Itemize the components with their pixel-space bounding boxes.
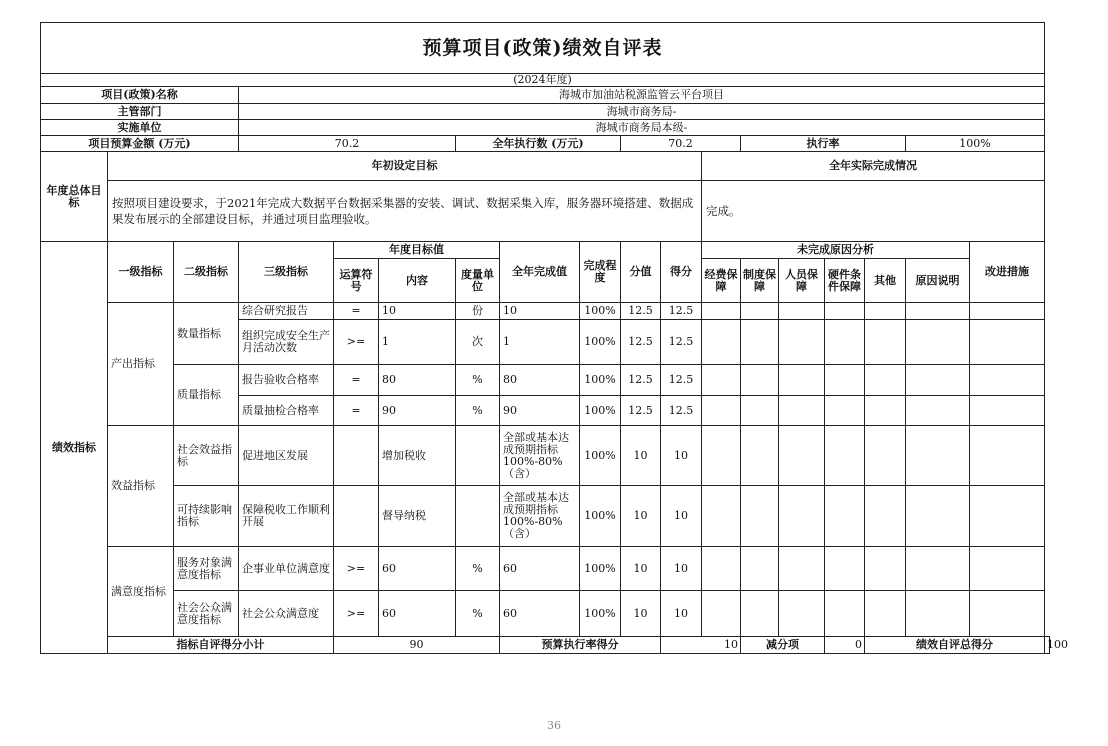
perf-section-label: 绩效指标 xyxy=(41,242,108,654)
project-name-label: 项目(政策)名称 xyxy=(41,87,239,104)
row-content: 60 xyxy=(379,547,456,591)
row-op: = xyxy=(334,303,379,320)
page-number: 36 xyxy=(547,719,561,732)
header-l2: 二级指标 xyxy=(174,242,239,303)
self-evaluation-sheet xyxy=(40,22,1069,655)
row-got: 12.5 xyxy=(661,320,702,365)
group-benefit: 效益指标 xyxy=(108,426,174,547)
group-sustain: 可持续影响指标 xyxy=(174,486,239,547)
row-op xyxy=(334,486,379,547)
initial-goal-text: 按照项目建设要求，于2021年完成大数据平台数据采集器的安装、调试、数据采集入库，服务器环境搭建、数据成果发布展示的全部建设目标，并通过项目监理验收。 xyxy=(108,181,702,242)
row-degree: 100% xyxy=(580,396,621,426)
group-social: 社会效益指标 xyxy=(174,426,239,486)
row-unit: % xyxy=(456,547,500,591)
row-unit: % xyxy=(456,591,500,637)
row-full-year: 60 xyxy=(500,591,580,637)
group-service-obj: 服务对象满意度指标 xyxy=(174,547,239,591)
table-row xyxy=(41,303,1050,320)
row-degree: 100% xyxy=(580,426,621,486)
rate-value: 100% xyxy=(906,136,1045,152)
row-unit: 次 xyxy=(456,320,500,365)
row-unit: % xyxy=(456,396,500,426)
row-got: 10 xyxy=(661,591,702,637)
budget-label: 项目预算金额 (万元) xyxy=(41,136,239,152)
subtotal-label: 指标自评得分小计 xyxy=(108,637,334,654)
unit-value: 海城市商务局本级- xyxy=(239,120,1045,136)
row-score: 12.5 xyxy=(621,320,661,365)
goal-section-label: 年度总体目标 xyxy=(41,152,108,242)
subtotal-value: 90 xyxy=(334,637,500,654)
total-value: 100 xyxy=(1045,637,1050,654)
header-full-year: 全年完成值 xyxy=(500,242,580,303)
row-degree: 100% xyxy=(580,486,621,547)
row-degree: 100% xyxy=(580,591,621,637)
header-got: 得分 xyxy=(661,242,702,303)
header-content: 内容 xyxy=(379,259,456,303)
exec-label: 全年执行数 (万元) xyxy=(456,136,621,152)
header-l1: 一级指标 xyxy=(108,242,174,303)
row-got: 10 xyxy=(661,486,702,547)
row-full-year: 1 xyxy=(500,320,580,365)
row-content: 10 xyxy=(379,303,456,320)
table-row xyxy=(41,547,1050,591)
row-l3: 综合研究报告 xyxy=(239,303,334,320)
budget-value: 70.2 xyxy=(239,136,456,152)
group-satisfaction: 满意度指标 xyxy=(108,547,174,637)
row-l3: 企事业单位满意度 xyxy=(239,547,334,591)
row-l3: 质量抽检合格率 xyxy=(239,396,334,426)
row-op: >= xyxy=(334,547,379,591)
row-score: 12.5 xyxy=(621,303,661,320)
header-reason-group: 未完成原因分析 xyxy=(702,242,970,259)
rate-label: 执行率 xyxy=(741,136,906,152)
row-full-year: 10 xyxy=(500,303,580,320)
header-score: 分值 xyxy=(621,242,661,303)
group-quality: 质量指标 xyxy=(174,365,239,426)
header-op: 运算符号 xyxy=(334,259,379,303)
header-l3: 三级指标 xyxy=(239,242,334,303)
row-score: 10 xyxy=(621,486,661,547)
header-unit: 度量单位 xyxy=(456,259,500,303)
row-full-year: 90 xyxy=(500,396,580,426)
dept-value: 海城市商务局- xyxy=(239,104,1045,120)
row-degree: 100% xyxy=(580,320,621,365)
row-full-year: 全部或基本达成预期指标100%-80%（含） xyxy=(500,426,580,486)
total-label: 绩效自评总得分 xyxy=(865,637,1045,654)
row-degree: 100% xyxy=(580,547,621,591)
row-full-year: 60 xyxy=(500,547,580,591)
row-l3: 报告验收合格率 xyxy=(239,365,334,396)
row-l3: 促进地区发展 xyxy=(239,426,334,486)
header-improve: 改进措施 xyxy=(970,242,1045,303)
row-score: 12.5 xyxy=(621,396,661,426)
group-output: 产出指标 xyxy=(108,303,174,426)
unit-label: 实施单位 xyxy=(41,120,239,136)
actual-completion-header: 全年实际完成情况 xyxy=(702,152,1045,181)
row-content: 80 xyxy=(379,365,456,396)
row-got: 12.5 xyxy=(661,303,702,320)
row-got: 10 xyxy=(661,547,702,591)
row-unit xyxy=(456,486,500,547)
row-score: 10 xyxy=(621,591,661,637)
row-content: 增加税收 xyxy=(379,426,456,486)
group-public: 社会公众满意度指标 xyxy=(174,591,239,637)
row-l3: 组织完成安全生产月活动次数 xyxy=(239,320,334,365)
header-reason-staff: 人员保障 xyxy=(779,259,825,303)
deduct-value: 0 xyxy=(825,637,865,654)
row-l3: 保障税收工作顺利开展 xyxy=(239,486,334,547)
initial-goal-header: 年初设定目标 xyxy=(108,152,702,181)
row-l3: 社会公众满意度 xyxy=(239,591,334,637)
row-got: 10 xyxy=(661,426,702,486)
row-op xyxy=(334,426,379,486)
header-reason-hardware: 硬件条件保障 xyxy=(825,259,865,303)
header-reason-system: 制度保障 xyxy=(741,259,779,303)
exec-value: 70.2 xyxy=(621,136,741,152)
row-unit: 份 xyxy=(456,303,500,320)
header-reason-other: 其他 xyxy=(865,259,906,303)
row-full-year: 全部或基本达成预期指标100%-80%（含） xyxy=(500,486,580,547)
table-row xyxy=(41,486,1050,547)
row-full-year: 80 xyxy=(500,365,580,396)
row-content: 60 xyxy=(379,591,456,637)
row-content: 90 xyxy=(379,396,456,426)
group-quantity: 数量指标 xyxy=(174,303,239,365)
header-reason-funding: 经费保障 xyxy=(702,259,741,303)
evaluation-table xyxy=(40,22,1069,654)
row-unit xyxy=(456,426,500,486)
actual-completion-text: 完成。 xyxy=(702,181,1045,242)
budget-rate-value: 10 xyxy=(661,637,741,654)
dept-label: 主管部门 xyxy=(41,104,239,120)
budget-rate-label: 预算执行率得分 xyxy=(500,637,661,654)
row-degree: 100% xyxy=(580,365,621,396)
project-name-value: 海城市加油站税源监管云平台项目 xyxy=(239,87,1045,104)
deduct-label: 减分项 xyxy=(741,637,825,654)
row-op: = xyxy=(334,396,379,426)
row-score: 10 xyxy=(621,547,661,591)
row-content: 1 xyxy=(379,320,456,365)
row-op: >= xyxy=(334,591,379,637)
row-got: 12.5 xyxy=(661,396,702,426)
report-year: (2024年度) xyxy=(41,74,1045,87)
table-row xyxy=(41,426,1050,486)
table-row xyxy=(41,365,1050,396)
table-row xyxy=(41,591,1050,637)
header-target-group: 年度目标值 xyxy=(334,242,500,259)
row-score: 10 xyxy=(621,426,661,486)
page-title: 预算项目(政策)绩效自评表 xyxy=(41,23,1045,74)
row-content: 督导纳税 xyxy=(379,486,456,547)
header-degree: 完成程度 xyxy=(580,242,621,303)
row-degree: 100% xyxy=(580,303,621,320)
row-score: 12.5 xyxy=(621,365,661,396)
header-reason-note: 原因说明 xyxy=(906,259,970,303)
row-got: 12.5 xyxy=(661,365,702,396)
row-op: >= xyxy=(334,320,379,365)
row-op: = xyxy=(334,365,379,396)
row-unit: % xyxy=(456,365,500,396)
